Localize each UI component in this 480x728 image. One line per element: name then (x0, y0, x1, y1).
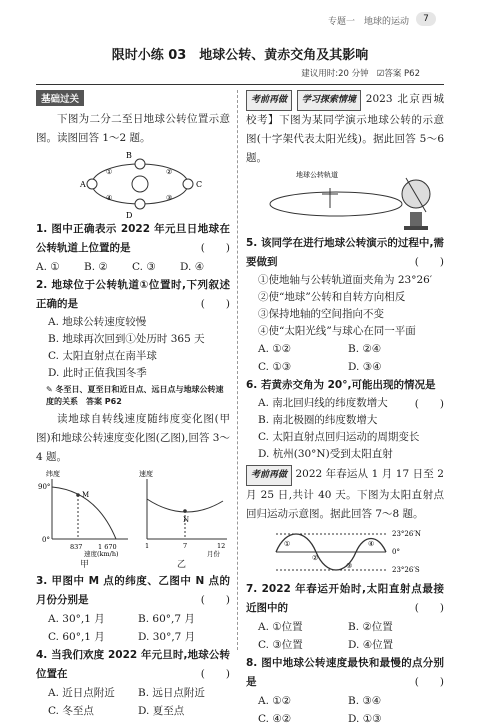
q1-option-d[interactable]: D. ④ (180, 261, 205, 273)
q1-stem: 1. 图中正确表示 2022 年元旦日地球在公转轨道上位置的是 (36, 223, 230, 254)
orbit-demo-label: 地球公转轨道 (296, 171, 338, 179)
q2-option-d[interactable]: D. 此时正值我国冬季 (48, 367, 147, 379)
time-hint: 建议用时:20 分钟 (301, 69, 369, 79)
jia-xlabel: 速度(km/h) (84, 550, 119, 557)
figure-captions (36, 557, 230, 570)
q5-option-c[interactable]: C. ①③ (258, 361, 292, 373)
right-column (246, 90, 444, 728)
tip-note (36, 384, 230, 408)
question-1 (36, 220, 230, 258)
q8-option-d[interactable]: D. ①③ (348, 713, 382, 725)
q8-option-c[interactable]: C. ④② (258, 713, 292, 725)
section-tag: 基础过关 (36, 90, 84, 106)
tag-context: 学习探索情境 (297, 90, 361, 111)
q3-option-a[interactable]: A. 30°,1 月 (48, 613, 105, 625)
q2-stem: 2. 地球位于公转轨道①位置时,下列叙述正确的是 (36, 279, 230, 310)
q5-item-1: ①使地轴与公转轨道面夹角为 23°26′ (258, 274, 433, 286)
jia-ytick-90: 90° (38, 483, 51, 491)
q3-options (36, 610, 230, 646)
q4-options (36, 684, 230, 720)
meta-line (301, 67, 420, 79)
q6-option-a[interactable]: A. 南北回归线的纬度数增大 (258, 397, 388, 409)
answer-ref: ☑答案 P62 (376, 69, 420, 79)
q7-option-a[interactable]: A. ①位置 (258, 621, 303, 633)
q1-paren: ( ) (200, 242, 230, 254)
intro-2: 读地球自转线速度随纬度变化图(甲图)和地球公转速度变化图(乙图),回答 3～4 题。 (36, 413, 230, 463)
q1-option-c[interactable]: C. ③ (132, 261, 156, 273)
orbit-label-c: C (196, 180, 203, 189)
page-title: 限时小练 03 地球公转、黄赤交角及其影响 (111, 48, 369, 63)
q3-stem: 3. 甲图中 M 点的纬度、乙图中 N 点的月份分别是 (36, 575, 230, 606)
wave-point-4: ④ (368, 540, 375, 548)
figure-yi (135, 469, 230, 557)
q2-option-b[interactable]: B. 地球再次回到①处历时 365 天 (48, 333, 205, 345)
q5-items (246, 272, 444, 340)
yi-xtick-1: 1 (145, 542, 150, 550)
jia-point-m: M (82, 491, 90, 499)
q5-stem: 5. 该同学在进行地球公转演示的过程中,需要做到 (246, 237, 444, 268)
q4-option-c[interactable]: C. 冬至点 (48, 705, 94, 717)
q6-paren: ( ) (414, 398, 444, 410)
q3-option-c[interactable]: C. 60°,1 月 (48, 631, 105, 643)
q1-options (36, 258, 230, 276)
orbit-demo-figure (246, 168, 444, 234)
wave-figure (246, 524, 444, 580)
q5-option-d[interactable]: D. ③④ (348, 361, 382, 373)
tag-kaoqian-1: 考前再做 (246, 90, 292, 111)
q2-option-c[interactable]: C. 太阳直射点在南半球 (48, 350, 157, 362)
q5-option-b[interactable]: B. ②④ (348, 343, 382, 355)
wave-label-0: 0° (392, 548, 400, 556)
q7-option-c[interactable]: C. ③位置 (258, 639, 303, 651)
orbit-label-4: ④ (106, 194, 113, 202)
q4-paren: ( ) (200, 668, 230, 680)
figures-row (36, 469, 230, 557)
intro-text: 下图为二分二至日地球公转位置示意图。读图回答 1～2 题。 (36, 113, 230, 144)
orbit-label-a: A (80, 180, 86, 189)
question-7 (246, 580, 444, 618)
orbit-label-d: D (126, 211, 133, 220)
q3-option-b[interactable]: B. 60°,7 月 (138, 613, 195, 625)
wave-point-2: ② (312, 554, 319, 562)
q3-paren: ( ) (200, 594, 230, 606)
q4-option-b[interactable]: B. 远日点附近 (138, 687, 205, 699)
q8-paren: ( ) (414, 676, 444, 688)
q5-option-a[interactable]: A. ①② (258, 343, 292, 355)
jia-ylabel: 纬度 (46, 470, 60, 478)
q4-stem: 4. 当我们欢度 2022 年元旦时,地球公转位置在 (36, 649, 230, 680)
caption-yi: 乙 (176, 560, 186, 570)
q4-option-d[interactable]: D. 夏至点 (138, 705, 185, 717)
yi-ylabel: 速度 (139, 470, 153, 478)
wave-point-3: ③ (346, 562, 353, 570)
q8-option-b[interactable]: B. ③④ (348, 695, 382, 707)
caption-jia: 甲 (79, 560, 89, 570)
q7-options (246, 618, 444, 654)
question-3 (36, 572, 230, 610)
yi-point-n: N (183, 516, 190, 524)
orbit-diagram (36, 150, 230, 220)
page-header (0, 0, 480, 34)
wave-label-s: 23°26′S (392, 566, 420, 574)
q8-option-a[interactable]: A. ①② (258, 695, 292, 707)
jia-ytick-0: 0° (42, 536, 50, 544)
tip-icon: ✎ (46, 385, 53, 394)
q7-option-b[interactable]: B. ②位置 (348, 621, 393, 633)
q1-option-a[interactable]: A. ① (36, 261, 60, 273)
q5-options (246, 340, 444, 376)
orbit-label-2: ② (166, 168, 173, 176)
question-8 (246, 654, 444, 692)
column-divider (237, 90, 238, 650)
q7-option-d[interactable]: D. ④位置 (348, 639, 394, 651)
tip-note-text: 冬至日、夏至日和近日点、远日点与地球公转速度的关系 答案 P62 (46, 385, 224, 406)
orbit-label-1: ① (106, 168, 113, 176)
wave-label-n: 23°26′N (392, 530, 422, 538)
q2-option-a[interactable]: A. 地球公转速度较慢 (48, 316, 147, 328)
intro-block-2 (246, 465, 444, 524)
q1-option-b[interactable]: B. ② (84, 261, 108, 273)
question-4 (36, 646, 230, 684)
jia-xtick-1670: 1 670 (98, 543, 117, 551)
tag-kaoqian-2: 考前再做 (246, 465, 292, 486)
q5-item-3: ③保持地轴的空间指向不变 (258, 308, 384, 320)
title-divider (36, 84, 444, 85)
orbit-label-b: B (126, 151, 132, 160)
q6-option-c[interactable]: C. 太阳直射点回归运动的周期变长 (258, 431, 420, 443)
wave-point-1: ① (284, 540, 291, 548)
left-column (36, 90, 230, 720)
q6-stem: 6. 若黄赤交角为 20°,可能出现的情况是 (246, 379, 436, 391)
q6-option-b[interactable]: B. 南北极圈的纬度数增大 (258, 414, 378, 426)
q2-options (36, 314, 230, 382)
yi-xtick-12: 12 (217, 542, 226, 550)
page-number: 7 (416, 12, 436, 26)
q7-paren: ( ) (414, 602, 444, 614)
q7-stem: 7. 2022 年春运开始时,太阳直射点最接近图中的 (246, 583, 444, 614)
question-5 (246, 234, 444, 272)
q8-stem: 8. 图中地球公转速度最快和最慢的点分别是 (246, 657, 444, 688)
q5-item-2: ②使“地球”公转和自转方向相反 (258, 291, 406, 303)
yi-xlabel: 月份 (207, 550, 220, 557)
q3-option-d[interactable]: D. 30°,7 月 (138, 631, 196, 643)
intro-text-1: 2023 北京西城校考】下图为某同学演示地球公转的示意图(十字架代表太阳光线)。据此回答 5～6 题。 (246, 93, 444, 164)
header-section: 专题一 地球的运动 (328, 17, 410, 27)
q4-option-a[interactable]: A. 近日点附近 (48, 687, 115, 699)
q2-paren: ( ) (200, 298, 230, 310)
intro-text-2: 2022 年春运从 1 月 17 日至 2 月 25 日,共计 40 天。下图为太阳直射点回归运动示意图。据此回答 7～8 题。 (246, 468, 444, 520)
q8-options (246, 692, 444, 728)
intro-block-1 (246, 90, 444, 168)
figure-jia (36, 469, 131, 557)
orbit-label-3: ③ (166, 194, 173, 202)
q5-paren: ( ) (414, 256, 444, 268)
jia-xtick-837: 837 (70, 543, 83, 551)
q6-option-d[interactable]: D. 杭州(30°N)受到太阳直射 (258, 448, 393, 460)
q5-item-4: ④使“太阳光线”与球心在同一平面 (258, 325, 416, 337)
question-2 (36, 276, 230, 314)
yi-xtick-7: 7 (183, 542, 188, 550)
